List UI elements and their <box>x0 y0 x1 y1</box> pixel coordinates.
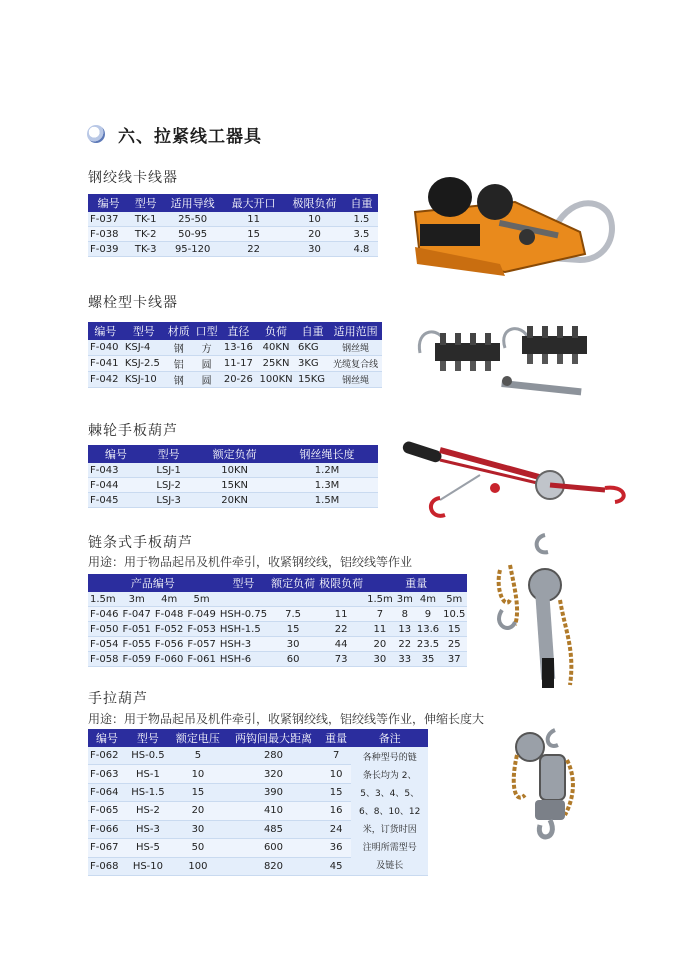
table-row <box>88 227 378 242</box>
cell: 15KN <box>193 478 276 493</box>
cell: 25KN <box>256 356 296 372</box>
col-header: 适用范围 <box>329 322 382 340</box>
cell: 10KN <box>193 463 276 478</box>
cell: HSH-3 <box>218 637 269 652</box>
cell: 15 <box>441 622 467 637</box>
table-row <box>88 463 378 478</box>
cell: 73 <box>317 652 365 667</box>
chain-hoist-photo <box>495 725 595 845</box>
cell: F-064 <box>88 783 126 801</box>
cell: TK-2 <box>129 227 162 242</box>
cell: F-048 <box>154 608 184 620</box>
cell: 13-16 <box>221 340 257 356</box>
cell: HS-3 <box>126 820 170 838</box>
section-title: 六、拉紧线工器具 <box>118 127 262 147</box>
col-header: 钢丝绳长度 <box>276 445 378 463</box>
cell: 4m <box>415 592 441 607</box>
col-header: 型号 <box>126 729 170 747</box>
cell: 1.5m <box>367 593 393 605</box>
cell: 钢丝绳 <box>329 372 382 388</box>
cell: F-056 <box>154 638 184 650</box>
cell: 20KN <box>193 493 276 508</box>
cell: F-062 <box>88 747 126 765</box>
cell: F-063 <box>88 765 126 783</box>
cell: 40KN <box>256 340 296 356</box>
table-row <box>88 340 382 356</box>
col-header: 直径 <box>221 322 257 340</box>
cell: 4m <box>153 592 185 607</box>
cell: 圆 <box>193 356 221 372</box>
cell: 11-17 <box>221 356 257 372</box>
cell: F-039 <box>88 242 129 257</box>
table-row <box>88 607 467 622</box>
cell: HS-2 <box>126 802 170 820</box>
cell: 44 <box>317 637 365 652</box>
cell: F-044 <box>88 478 144 493</box>
table-row <box>88 356 382 372</box>
cell: 10.5 <box>443 608 466 620</box>
cell: 25-50 <box>162 212 223 227</box>
cell: 20-26 <box>221 372 257 388</box>
cell: 15 <box>223 227 284 242</box>
cell: 13 <box>395 622 415 637</box>
cell: 320 <box>226 765 321 783</box>
cell: 600 <box>226 839 321 857</box>
cell: 方 <box>193 340 221 356</box>
cell: 16 <box>321 802 351 820</box>
chain-lever-hoist-photo <box>490 530 590 695</box>
section4-title: 链条式手板葫芦 <box>88 535 193 551</box>
cell: 50-95 <box>162 227 223 242</box>
col-header: 最大开口 <box>223 194 284 212</box>
cell: HS-5 <box>126 839 170 857</box>
cell: F-038 <box>88 227 129 242</box>
cell: F-055 <box>122 638 151 650</box>
cell: 100 <box>170 857 226 875</box>
table-row <box>88 622 467 637</box>
sub-header-row <box>88 592 467 607</box>
cell: 50 <box>170 839 226 857</box>
cell: 钢 <box>165 340 193 356</box>
remark-line: 及链长 <box>376 861 404 871</box>
section1-table <box>88 194 378 257</box>
remarks-cell <box>351 747 428 876</box>
cell: 25 <box>441 637 467 652</box>
table-row <box>88 372 382 388</box>
cell: F-043 <box>88 463 144 478</box>
cell: F-040 <box>88 340 123 356</box>
cell: 45 <box>321 857 351 875</box>
cell: 22 <box>223 242 284 257</box>
cell: HSH-0.75 <box>219 608 268 620</box>
cell: 6KG <box>296 340 329 356</box>
cell: HS-1.5 <box>126 783 170 801</box>
cell: HSH-6 <box>218 652 269 667</box>
cell: F-042 <box>88 372 123 388</box>
section2-table <box>88 322 382 388</box>
cell: 410 <box>226 802 321 820</box>
cell: 圆 <box>193 372 221 388</box>
cell: LSJ-3 <box>144 493 193 508</box>
cell: F-051 <box>122 623 151 635</box>
cell: KSJ-10 <box>123 372 165 388</box>
cell: TK-3 <box>129 242 162 257</box>
col-header: 型号 <box>218 574 269 592</box>
cell: 10 <box>170 765 226 783</box>
cell: 1.5m <box>88 592 120 607</box>
col-header: 备注 <box>351 729 428 747</box>
cell: 820 <box>226 857 321 875</box>
cell: F-041 <box>88 356 123 372</box>
table-row <box>88 478 378 493</box>
table-row <box>88 493 378 508</box>
cell: 30 <box>284 242 345 257</box>
col-header: 编号 <box>88 445 144 463</box>
cell: 铝 <box>165 356 193 372</box>
table-row <box>88 242 378 257</box>
cell: HS-1 <box>126 765 170 783</box>
cell: KSJ-2.5 <box>123 356 165 372</box>
cell: 280 <box>226 747 321 765</box>
cell: TK-1 <box>129 212 162 227</box>
cell: 8 <box>395 607 415 622</box>
cell: F-065 <box>88 802 126 820</box>
col-header: 额定电压 <box>170 729 226 747</box>
remark-line: 注明所需型号 <box>362 843 417 853</box>
cell: 光缆复合线 <box>329 356 382 372</box>
cell: HS-0.5 <box>126 747 170 765</box>
cell: 1.2M <box>276 463 378 478</box>
col-header: 型号 <box>123 322 165 340</box>
cell: F-066 <box>88 820 126 838</box>
cell: 3KG <box>296 356 329 372</box>
col-header: 极限负荷 <box>284 194 345 212</box>
col-header: 适用导线 <box>162 194 223 212</box>
cell: 4.8 <box>345 242 378 257</box>
cell: 11 <box>365 622 395 637</box>
cell: 10 <box>284 212 345 227</box>
table-row <box>88 652 467 667</box>
cell: 22 <box>395 637 415 652</box>
cell: 35 <box>415 652 441 667</box>
cell: 1.5M <box>276 493 378 508</box>
cell: 5m <box>441 592 467 607</box>
section3-title: 棘轮手板葫芦 <box>88 423 178 439</box>
col-header: 口型 <box>193 322 221 340</box>
remark-line: 6、8、10、12 <box>359 807 421 817</box>
cell: 钢 <box>165 372 193 388</box>
cell: 7.5 <box>269 607 317 622</box>
section4-table <box>88 574 467 667</box>
cell: 24 <box>321 820 351 838</box>
cell: 37 <box>441 652 467 667</box>
cell: F-053 <box>187 623 216 635</box>
cell: 5m <box>185 592 217 607</box>
remark-line: 5、3、4、5、 <box>360 789 420 799</box>
cell: 5 <box>170 747 226 765</box>
section-bullet-icon <box>87 125 105 143</box>
col-header: 型号 <box>144 445 193 463</box>
section1-title: 钢绞线卡线器 <box>88 170 178 186</box>
remark-line: 各种型号的链 <box>362 753 417 763</box>
cell: 95-120 <box>162 242 223 257</box>
col-header: 重量 <box>321 729 351 747</box>
cell: 23.5 <box>416 638 440 650</box>
col-header: 编号 <box>88 729 126 747</box>
cell: 30 <box>269 637 317 652</box>
cell: 15 <box>269 622 317 637</box>
ratchet-puller-photo <box>400 430 635 525</box>
cell: F-058 <box>90 653 119 665</box>
col-header: 额定负荷 <box>269 574 317 592</box>
col-header: 额定负荷 <box>193 445 276 463</box>
cell: 7 <box>365 607 395 622</box>
cell: LSJ-2 <box>144 478 193 493</box>
table-row <box>88 212 378 227</box>
wire-clamp-photo <box>405 172 620 284</box>
cell: F-037 <box>88 212 129 227</box>
cell: 15KG <box>296 372 329 388</box>
section5-title: 手拉葫芦 <box>88 691 148 707</box>
section5-usage: 用途：用于物品起吊及机件牵引，收紧钢绞线，铝绞线等作业，伸缩长度大 <box>88 712 485 726</box>
cell: F-060 <box>154 653 184 665</box>
cell: F-052 <box>154 623 184 635</box>
cell: 3m <box>120 592 152 607</box>
col-header: 自重 <box>296 322 329 340</box>
remark-line: 条长均为 2、 <box>362 771 417 781</box>
col-header: 极限负荷 <box>317 574 365 592</box>
remark-line: 米，订货时因 <box>362 825 417 835</box>
cell: 3m <box>396 593 413 605</box>
cell: 20 <box>170 802 226 820</box>
col-header: 重量 <box>365 574 467 592</box>
cell: 15 <box>321 783 351 801</box>
table-row <box>88 637 467 652</box>
cell: 30 <box>365 652 395 667</box>
cell: LSJ-1 <box>144 463 193 478</box>
cell: F-054 <box>90 638 119 650</box>
col-header: 编号 <box>88 322 123 340</box>
cell: 9 <box>415 607 441 622</box>
table-row <box>88 747 428 765</box>
cell: 7 <box>321 747 351 765</box>
cell: 390 <box>226 783 321 801</box>
cell: 100KN <box>256 372 296 388</box>
col-header: 型号 <box>129 194 162 212</box>
cell: F-046 <box>90 608 119 620</box>
cell: HSH-1.5 <box>218 622 269 637</box>
section4-usage: 用途：用于物品起吊及机件牵引，收紧钢绞线，铝绞线等作业 <box>88 555 413 569</box>
cell: F-067 <box>88 839 126 857</box>
cell: 11 <box>223 212 284 227</box>
cell: 钢丝绳 <box>329 340 382 356</box>
cell: F-061 <box>187 653 216 665</box>
cell: 1.3M <box>276 478 378 493</box>
cell: 10 <box>321 765 351 783</box>
cell: 15 <box>170 783 226 801</box>
bolt-clamp-photo <box>410 318 600 408</box>
cell: 60 <box>269 652 317 667</box>
cell: 30 <box>170 820 226 838</box>
col-header: 材质 <box>165 322 193 340</box>
section2-title: 螺栓型卡线器 <box>88 295 178 311</box>
cell: 11 <box>317 607 365 622</box>
section3-table <box>88 445 378 508</box>
col-header: 产品编号 <box>88 574 218 592</box>
cell: 485 <box>226 820 321 838</box>
cell: F-045 <box>88 493 144 508</box>
cell: F-047 <box>122 608 151 620</box>
cell: F-059 <box>122 653 151 665</box>
col-header: 两钩间最大距离 <box>226 729 321 747</box>
section5-table <box>88 729 428 876</box>
cell: HS-10 <box>126 857 170 875</box>
col-header: 编号 <box>88 194 129 212</box>
cell: 33 <box>395 652 415 667</box>
cell: F-049 <box>187 608 216 620</box>
cell: KSJ-4 <box>123 340 165 356</box>
cell: 36 <box>321 839 351 857</box>
col-header: 负荷 <box>256 322 296 340</box>
cell: F-050 <box>90 623 119 635</box>
cell: F-068 <box>88 857 126 875</box>
cell: 3.5 <box>345 227 378 242</box>
cell: 13.6 <box>416 623 440 635</box>
cell: 1.5 <box>345 212 378 227</box>
col-header: 自重 <box>345 194 378 212</box>
cell: 20 <box>365 637 395 652</box>
cell: F-057 <box>187 638 216 650</box>
cell: 22 <box>317 622 365 637</box>
cell: 20 <box>284 227 345 242</box>
